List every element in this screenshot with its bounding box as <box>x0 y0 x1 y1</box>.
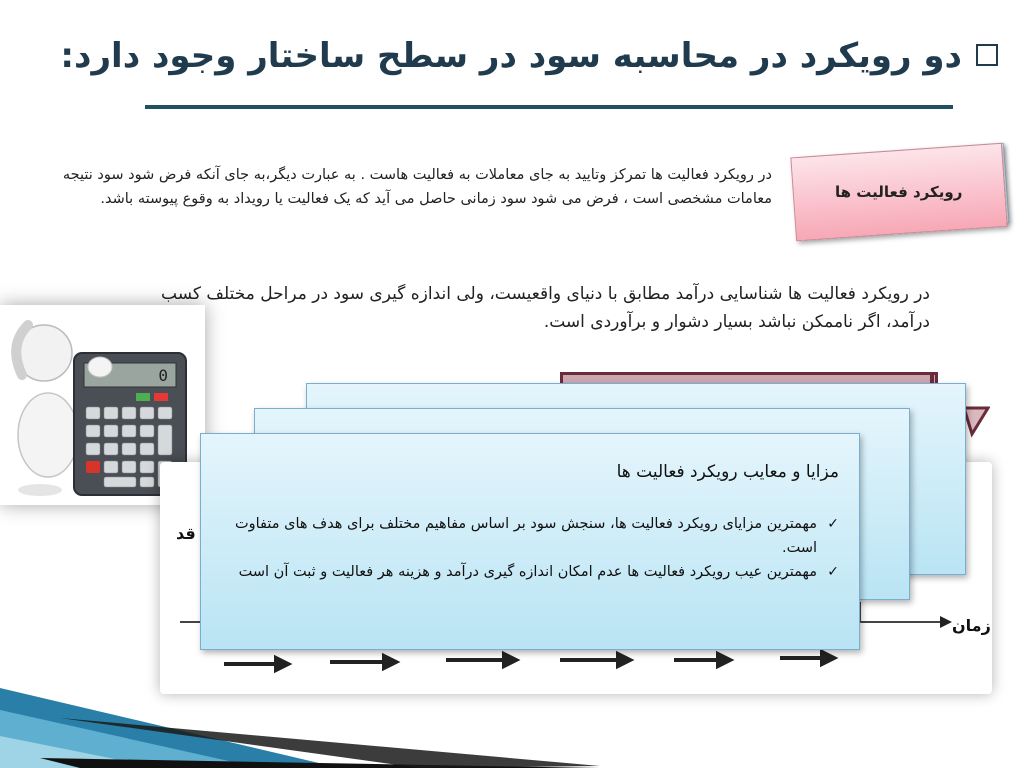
activity-approach-label-text: رویکرد فعالیت ها <box>835 183 963 202</box>
checkbox-square-icon <box>976 44 998 66</box>
pros-cons-heading: مزایا و معایب رویکرد فعالیت ها <box>616 462 839 482</box>
diagram-fragment-text: قد <box>176 524 196 543</box>
definition-paragraph: در رویکرد فعالیت ها تمرکز وتایید به جای معاملات به فعالیت هاست . به عبارت دیگر،به جای آنکه فرض شود سود نتیجه معامات مشخصی است ، فرض می شود سود زمانی حاصل می آید که یک فعالیت یا رویداد به وقوع پیوسته باشد. <box>62 167 772 207</box>
slide-title-text: دو رویکرد در محاسبه سود در سطح ساختار وجود دارد: <box>60 36 962 76</box>
corner-decoration <box>0 648 600 768</box>
activity-approach-label <box>790 143 1007 242</box>
title-underline <box>145 105 953 109</box>
pros-cons-list <box>229 512 839 584</box>
list-item <box>229 560 839 584</box>
checkmark-icon: ✓ <box>827 516 839 532</box>
list-item-text: مهمترین عیب رویکرد فعالیت ها عدم امکان اندازه گیری درآمد و هزینه هر فعالیت و ثبت آن است <box>238 564 817 580</box>
list-item <box>229 512 839 560</box>
pros-cons-card <box>200 433 860 650</box>
svg-text:0: 0 <box>158 366 168 385</box>
remark-paragraph: در رویکرد فعالیت ها شناسایی درآمد مطابق با دنیای واقعیست، ولی اندازه گیری سود در مراحل مختلف کسب درآمد، اگر ناممکن نباشد بسیار دشوار و برآوردی است. <box>161 284 930 332</box>
slide-title <box>60 36 998 76</box>
checkmark-icon: ✓ <box>827 564 839 580</box>
list-item-text: مهمترین مزایای رویکرد فعالیت ها، سنجش سود بر اساس مفاهیم مختلف برای هدف های متفاوت است. <box>234 516 817 556</box>
time-axis-label: زمان <box>952 616 991 635</box>
time-axis-arrow-icon <box>940 616 952 628</box>
